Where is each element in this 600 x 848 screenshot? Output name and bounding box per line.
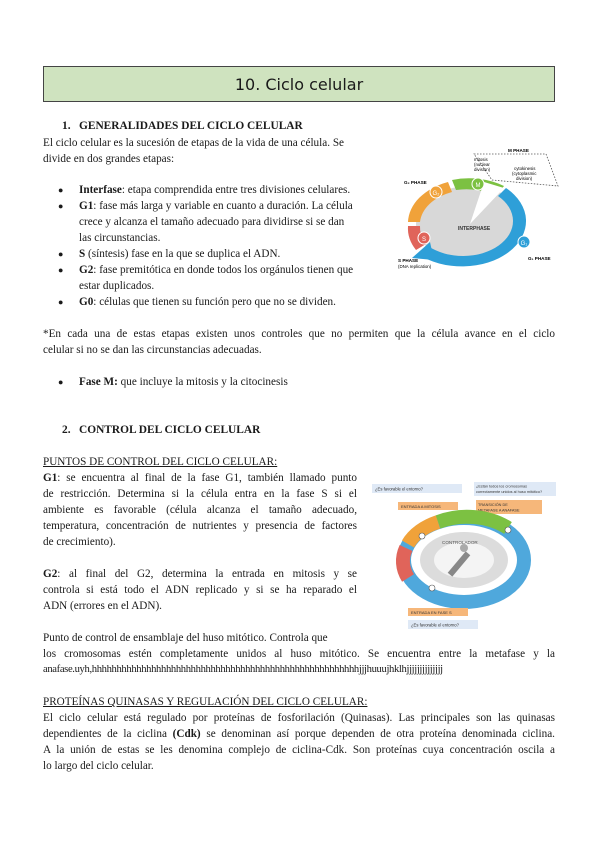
g2-checkpoint-line-3: ADN (errores en el ADN). xyxy=(43,600,162,612)
section2-heading: CONTROL DEL CICLO CELULAR xyxy=(79,424,261,436)
box-top-right-label-2: correctamente unidos al huso mitótico? xyxy=(476,490,543,494)
bullet-dot: ● xyxy=(58,185,64,195)
g1-phase-label: G₁ PHASE xyxy=(528,256,551,261)
bullet-dot: ● xyxy=(58,297,64,307)
section1-number: 1. xyxy=(62,120,71,132)
mitosis-label-3: division) xyxy=(474,167,491,172)
page-title: 10. Ciclo celular xyxy=(43,66,555,102)
list-item-interfase: Interfase: etapa comprendida entre tres divisiones celulares. xyxy=(79,184,351,196)
s-phase-sublabel: (DNA replication) xyxy=(398,264,432,269)
spindle-checkpoint-line-2: los cromosomas estén completamente unidos al huso mitótico. Se encuentra entre la metafase y la xyxy=(43,648,555,660)
g1-checkpoint-line-5: de crecimiento). xyxy=(43,536,116,548)
cell-cycle-diagram xyxy=(388,146,560,274)
list-item-s: S (síntesis) fase en la que se duplica el ADN. xyxy=(79,248,281,260)
checkpoints-subheading: PUNTOS DE CONTROL DEL CICLO CELULAR: xyxy=(43,456,278,468)
box-g2-entry-label: ENTRADA A MITOSIS xyxy=(401,504,441,509)
list-item-g1-line3: las circunstancias. xyxy=(79,232,161,244)
bullet-dot: ● xyxy=(58,249,64,259)
controller-knob xyxy=(460,544,468,552)
section1-heading: GENERALIDADES DEL CICLO CELULAR xyxy=(79,120,303,132)
bullet-dot: ● xyxy=(58,265,64,275)
kinases-line-1: El ciclo celular está regulado por proteínas de fosforilación (Quinasas). Las principales son las quinasas xyxy=(43,712,555,724)
g1-checkpoint-marker xyxy=(429,585,435,591)
seg-g1-label: G₁ xyxy=(520,241,528,247)
seg-g2-label: G₂ xyxy=(432,191,440,197)
kinases-subheading: PROTEÍNAS QUINASAS Y REGULACIÓN DEL CICLO CELULAR: xyxy=(43,696,368,708)
box-m-transition-label-2: METAFASE A ANAFASE xyxy=(478,508,520,513)
cell-cycle-control-diagram xyxy=(368,478,560,638)
list-item-g1: G1: fase más larga y variable en cuanto a duración. La célula xyxy=(79,200,353,212)
list-item-g0: G0: células que tienen su función pero que no se dividen. xyxy=(79,296,336,308)
seg-m-label: M xyxy=(475,183,481,189)
note-line-1: *En cada una de estas etapas existen unos controles que no permiten que la célula avance en el ciclo xyxy=(43,328,555,340)
g1-checkpoint-line-1: G1: se encuentra al final de la fase G1, también llamado punto xyxy=(43,472,357,484)
seg-s-label: S xyxy=(421,237,427,243)
box-top-left-label: ¿Es favorable el entorno? xyxy=(375,486,423,492)
kinases-line-4: lo largo del ciclo celular. xyxy=(43,760,154,772)
kinases-line-3: A la unión de estas se les denomina complejo de ciclina-Cdk. Son proteínas cuya concentración oscila a xyxy=(43,744,555,756)
m-checkpoint-marker xyxy=(505,527,511,533)
section2-number: 2. xyxy=(62,424,71,436)
bullet-dot: ● xyxy=(58,377,64,387)
intro-line-1: El ciclo celular es la sucesión de etapas de la vida de una célula. Se xyxy=(43,137,345,149)
kinases-line-2: dependientes de la ciclina (Cdk) se denominan así porque dependen de otra proteína denominada ciclina. xyxy=(43,728,555,740)
bullet-dot: ● xyxy=(58,201,64,211)
box-top-right-label-1: ¿Están todos los cromosomas xyxy=(476,484,528,489)
s-phase-label: S PHASE xyxy=(398,258,419,263)
list-item-g1-line2: crece y alcanza el tamaño adecuado para dividirse si se dan xyxy=(79,216,345,228)
spindle-checkpoint-line-3: anafase.uyh,hhhhhhhhhhhhhhhhhhhhhhhhhhhhhhhhhhhhhhhhhhhhhhhhhhhhhhjjjhuuujhklhjjjjjjjjjjjjjj xyxy=(43,664,443,675)
cytokinesis-label-3: division) xyxy=(516,176,533,181)
list-item-fase-m: Fase M: que incluye la mitosis y la citocinesis xyxy=(79,376,288,388)
g1-checkpoint-line-2: de restricción. Determina si la célula entra en la fase S si el xyxy=(43,488,357,500)
g2-phase-label: G₂ PHASE xyxy=(404,180,427,185)
m-phase-label: M PHASE xyxy=(508,148,529,153)
g1-checkpoint-line-3: ambiente es favorable (célula alcanza el tamaño adecuado, xyxy=(43,504,357,516)
controller-label: CONTROLADOR xyxy=(442,540,478,545)
note-line-2: celular si no se dan las circunstancias adecuadas. xyxy=(43,344,262,356)
g2-checkpoint-line-1: G2: al final del G2, determina la entrada en mitosis y se xyxy=(43,568,357,580)
mitosis-label-1: mitosis xyxy=(474,157,488,162)
intro-line-2: divide en dos grandes etapas: xyxy=(43,153,175,165)
box-g1-entry-label: ENTRADA EN FASE S xyxy=(411,610,452,615)
mitosis-label-2: (nuclear xyxy=(474,162,490,167)
spindle-checkpoint-line-1: Punto de control de ensamblaje del huso mitótico. Controla que xyxy=(43,632,328,644)
list-item-g2-line2: estar duplicados. xyxy=(79,280,155,292)
g2-checkpoint-line-2: controla si está todo el ADN replicado y si se ha reparado el xyxy=(43,584,357,596)
g1-checkpoint-line-4: temperatura, concentración de nutrientes y presencia de factores xyxy=(43,520,357,532)
cytokinesis-label-2: (cytoplasmic xyxy=(512,171,537,176)
box-m-transition-label-1: TRANSICIÓN DE xyxy=(478,503,508,507)
box-bottom-label: ¿Es favorable el entorno? xyxy=(411,622,459,628)
cytokinesis-label-1: cytokinesis xyxy=(514,166,536,171)
list-item-g2: G2: fase premitótica en donde todos los orgánulos tienen que xyxy=(79,264,354,276)
interphase-label: INTERPHASE xyxy=(458,226,491,232)
g2-checkpoint-marker xyxy=(419,533,425,539)
ring-s-segment xyxy=(403,548,408,578)
